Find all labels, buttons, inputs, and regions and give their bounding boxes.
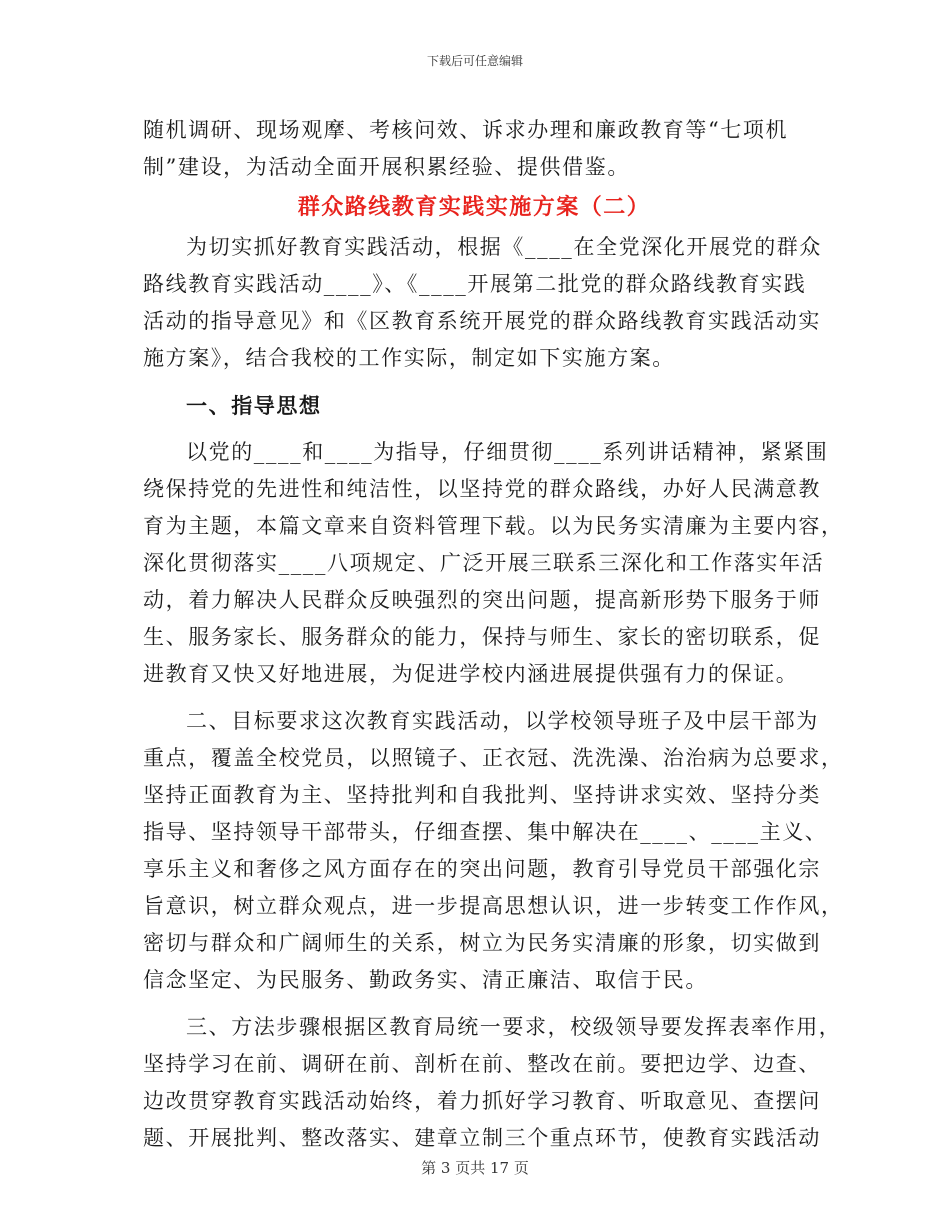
paragraph-line: 路线教育实践活动____》、《____开展第二批党的群众路线教育实践 (143, 272, 807, 296)
paragraph-line: 深化贯彻落实____八项规定、广泛开展三联系三深化和工作落实年活 (143, 551, 825, 575)
paragraph-line: 题、开展批判、整改落实、建章立制三个重点环节，使教育实践活动 (143, 1126, 821, 1150)
paragraph-objectives (143, 703, 844, 999)
page-footer: 第 3 页共 17 页 (421, 1159, 529, 1177)
paragraph-line: 为切实抓好教育实践活动，根据《____在全党深化开展党的群众 (186, 235, 822, 259)
paragraph-line: 绕保持党的先进性和纯洁性，以坚持党的群众路线，办好人民满意教 (143, 477, 821, 501)
section-heading-guiding-ideology: 一、指导思想 (186, 393, 322, 418)
intro-line: 随机调研、现场观摩、考核问效、诉求办理和廉政教育等“七项机 (143, 118, 789, 142)
paragraph-line: 享乐主义和奢侈之风方面存在的突出问题，教育引导党员干部强化宗 (143, 857, 821, 881)
paragraph-basis (143, 229, 822, 377)
paragraph-line: 重点，覆盖全校党员，以照镜子、正衣冠、洗洗澡、治治病为总要求， (143, 746, 844, 770)
paragraph-line: 生、服务家长、服务群众的能力，保持与师生、家长的密切联系，促 (143, 625, 821, 649)
paragraph-line: 指导、坚持领导干部带头，仔细查摆、集中解决在____、____主义、 (143, 820, 828, 844)
paragraph-line: 三、方法步骤根据区教育局统一要求，校级领导要发挥表率作用， (186, 1015, 842, 1039)
intro-line: 制”建设，为活动全面开展积累经验、提供借鉴。 (143, 155, 630, 179)
paragraph-line: 动，着力解决人民群众反映强烈的突出问题，提高新形势下服务于师 (143, 588, 821, 612)
paragraph-line: 活动的指导意见》和《区教育系统开展党的群众路线教育实践活动实 (143, 309, 821, 333)
document-body (143, 112, 844, 1157)
paragraph-line: 旨意识，树立群众观点，进一步提高思想认识，进一步转变工作作风， (143, 894, 844, 918)
paragraph-line: 以党的____和____为指导，仔细贯彻____系列讲话精神，紧紧围 (186, 440, 829, 464)
paragraph-line: 信念坚定、为民服务、勤政务实、清正廉洁、取信于民。 (143, 968, 708, 992)
paragraph-line: 边改贯穿教育实践活动始终，着力抓好学习教育、听取意见、查摆问 (143, 1089, 821, 1113)
page-header: 下载后可任意编辑 (426, 54, 523, 68)
paragraph-line: 密切与群众和广阔师生的关系，树立为民务实清廉的形象，切实做到 (143, 931, 821, 955)
paragraph-line: 坚持正面教育为主、坚持批判和自我批判、坚持讲求实效、坚持分类 (143, 783, 821, 807)
paragraph-line: 育为主题，本篇文章来自资料管理下载。以为民务实清廉为主要内容， (143, 514, 844, 538)
document-title: 群众路线教育实践实施方案（二） (297, 194, 651, 220)
intro-paragraph (143, 112, 805, 186)
paragraph-methods (143, 1009, 842, 1157)
paragraph-guiding-ideology (143, 434, 844, 693)
paragraph-line: 施方案》，结合我校的工作实际，制定如下实施方案。 (143, 346, 675, 370)
paragraph-line: 进教育又快又好地进展，为促进学校内涵进展提供强有力的保证。 (143, 662, 799, 686)
paragraph-line: 坚持学习在前、调研在前、剖析在前、整改在前。要把边学、边查、 (143, 1052, 821, 1076)
paragraph-line: 二、目标要求这次教育实践活动，以学校领导班子及中层干部为 (186, 709, 819, 733)
